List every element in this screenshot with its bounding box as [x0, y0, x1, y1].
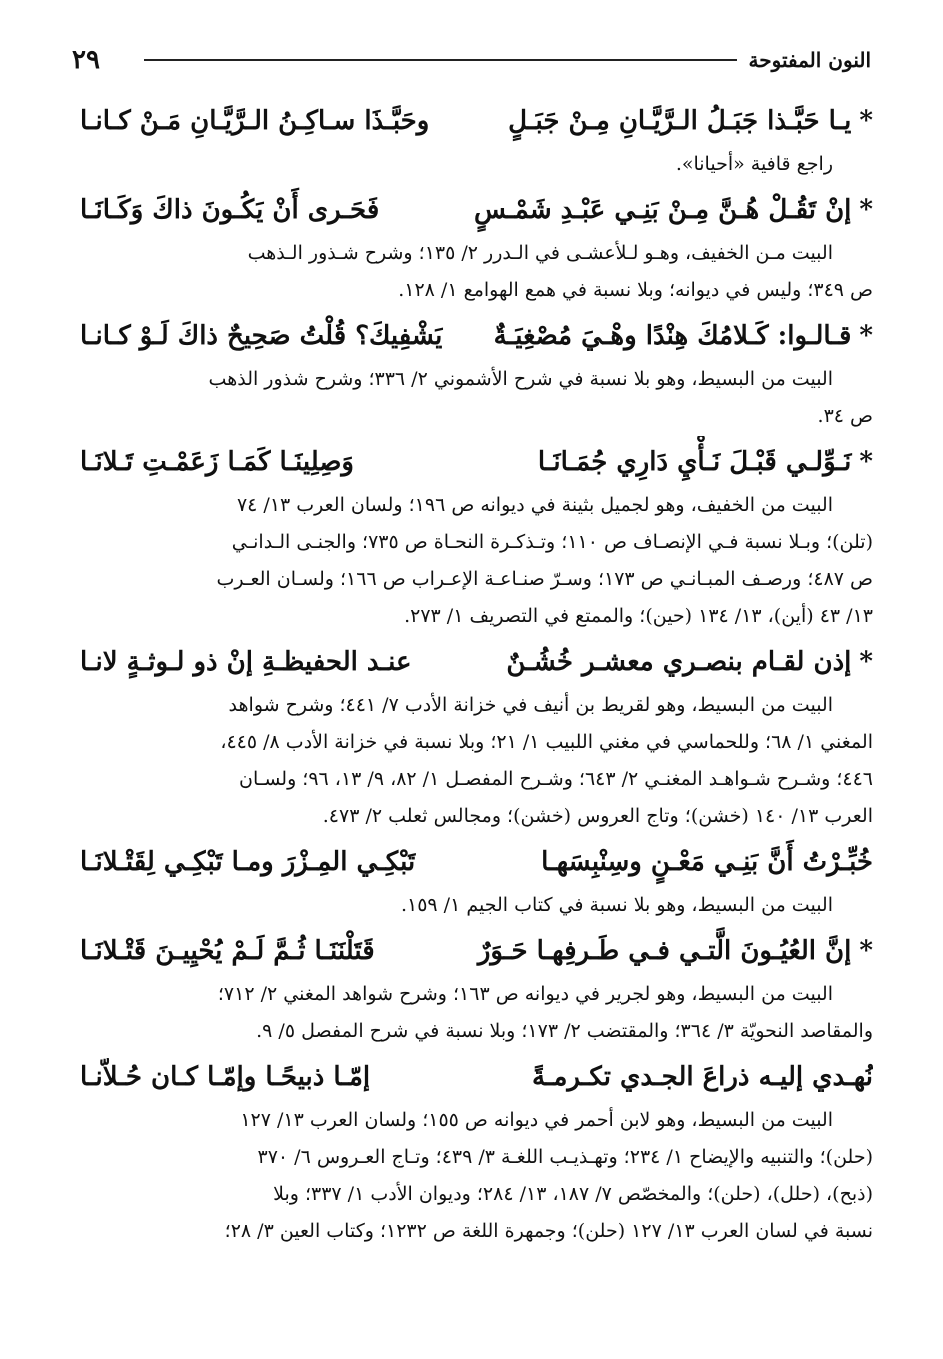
verse-note-line: ٤٤٦؛ وشـرح شـواهـد المغنـي ٢/ ٦٤٣؛ وشـرح المفصـل ١/ ٨٢، ٩/ ١٣، ٩٦؛ ولسـان: [239, 768, 873, 790]
verse-note-line: البيت من البسيط، وهو لابن أحمر في ديوانه ص ١٥٥؛ ولسان العرب ١٣/ ١٢٧: [240, 1109, 833, 1131]
verse-note-line: العرب ١٣/ ١٤٠ (خشن)؛ وتاج العروس (خشن)؛ ومجالس ثعلب ٢/ ٤٧٣.: [322, 805, 873, 827]
verse-second-hemistich: فَحَـرى أَنْ يَكُـونَ ذاكَ وَكَـانَـا: [80, 195, 380, 225]
verse-first-text: إنَّ العُيُـونَ الَّتـي فـي طَـرفِهـا حَـوَرٌ: [477, 936, 852, 966]
verse-star-marker: *: [859, 321, 873, 351]
verse-star-marker: *: [859, 647, 873, 677]
verse-second-hemistich: عنـد الحفيظـةِ إنْ ذو لـوثـةٍ لانـا: [80, 647, 412, 677]
verse-first-hemistich: [532, 1052, 873, 1102]
verse-line: [80, 310, 873, 362]
header-rule: [144, 59, 737, 61]
verse-first-hemistich: [494, 311, 873, 361]
verse-note-line: البيت من الخفيف، وهو لجميل بثينة في ديوانه ص ١٩٦؛ ولسان العرب ١٣/ ٧٤: [236, 494, 833, 516]
verse-line: [80, 436, 873, 488]
page-number: ٢٩: [72, 45, 100, 75]
verse-note-line: (حلن)؛ والتنبيه والإيضاح ١/ ٢٣٤؛ وتهـذيـب اللغـة ٣/ ٤٣٩؛ وتـاج العـروس ٦/ ٣٧٠: [257, 1146, 873, 1168]
verse-line: [80, 95, 873, 147]
verse-line: [80, 925, 873, 977]
verse-first-text: إنْ تَقُـلْ هُـنَّ مِـنْ بَنِـي عَبْـدِ شَمْـسٍ: [474, 195, 852, 225]
page-header: [72, 40, 871, 80]
verse-note-line: (ذبح)، (حلل)، (حلن)؛ والمخصّص ٧/ ١٨٧، ١٣/ ٢٨٤؛ وديوان الأدب ١/ ٣٣٧؛ وبلا: [273, 1183, 873, 1205]
verse-second-hemistich: إمّـا ذبيحًـا وإمّـا كـان حُـلاّنـا: [80, 1062, 371, 1092]
verse-first-hemistich: [538, 437, 873, 487]
verse-note-line: ص ٤٨٧؛ ورصـف المبـانـي ص ١٧٣؛ وسـرّ صنـاعـة الإعـراب ص ١٦٦؛ ولسـان العـرب: [216, 568, 873, 590]
verse-first-text: يـا حَبَّـذا جَبَـلُ الـرَّيَّـانِ مِـنْ جَبَـلٍ: [508, 106, 852, 136]
verse-first-text: إذن لقـام بنصـري معشـر خُشُـنٌ: [506, 647, 852, 677]
verse-first-hemistich: [506, 637, 873, 687]
verse-first-text: خُبِّـرْتُ أَنَّ بَنِـي مَعْـنٍ وسِنْبِسَهـا: [541, 847, 873, 877]
verse-star-marker: *: [859, 447, 873, 477]
verse-note-line: راجع قافية «أحيانا».: [675, 153, 833, 175]
verse-note-line: ص ٣٤.: [817, 405, 873, 427]
verse-second-hemistich: يَشْفِيكَ؟ قُلْتُ صَحِيحٌ ذاكَ لَـوْ كـانـا: [80, 321, 443, 351]
verse-first-hemistich: [541, 837, 873, 887]
verse-note-line: (تلن)؛ وبـلا نسبة فـي الإنصـاف ص ١١٠؛ وتـذكـرة النحـاة ص ٧٣٥؛ والجنـى الـدانـي: [231, 531, 873, 553]
verse-star-marker: *: [859, 936, 873, 966]
verse-first-hemistich: [474, 185, 873, 235]
verse-note-line: البيت من البسيط، وهو لجرير في ديوانه ص ١٦٣؛ وشرح شواهد المغني ٢/ ٧١٢؛: [217, 983, 833, 1005]
verse-note-line: ١٣/ ٤٣ (أين)، ١٣/ ١٣٤ (حين)؛ والممتع في التصريف ١/ ٢٧٣.: [404, 605, 873, 627]
running-title: النون المفتوحة: [748, 48, 871, 72]
verse-note-line: نسبة في لسان العرب ١٣/ ١٢٧ (حلن)؛ وجمهرة اللغة ص ١٢٣٢؛ وكتاب العين ٣/ ٢٨؛: [224, 1220, 873, 1242]
verse-note-line: المغني ١/ ٦٨؛ وللحماسي في مغني اللبيب ١/ ٢١؛ وبلا نسبة في خزانة الأدب ٨/ ٤٤٥،: [220, 731, 873, 753]
verse-first-hemistich: [478, 926, 873, 976]
verse-line: [80, 1051, 873, 1103]
verse-star-marker: *: [859, 195, 873, 225]
verse-second-hemistich: وَصِلِينَـا كَمَـا زَعَمْـتِ تَـلانَـا: [80, 447, 354, 477]
verse-note-line: ص ٣٤٩؛ وليس في ديوانه؛ وبلا نسبة في همع الهوامع ١/ ١٢٨.: [398, 279, 873, 301]
verse-note-line: البيت مـن الخفيف، وهـو لـلأعشـى في الـدرر ٢/ ١٣٥؛ وشرح شـذور الـذهب: [247, 242, 833, 264]
verse-line: [80, 836, 873, 888]
verse-second-hemistich: تَبْكِـي المِـزْرَ ومـا تَبْكِـي لِقَتْـلانَـا: [80, 847, 416, 877]
verse-first-hemistich: [508, 96, 873, 146]
verse-note-line: البيت من البسيط، وهو لقريط بن أنيف في خزانة الأدب ٧/ ٤٤١؛ وشرح شواهد: [228, 694, 833, 716]
verse-first-text: قـالـوا: كَـلامُكَ هِنْدًا وهْـيَ مُصْغِيَـةٌ: [493, 321, 852, 351]
verse-first-text: نَـوِّلـي قَبْـلَ نَـأْيِ دَارِي جُمَـانَـا: [537, 447, 852, 477]
verse-line: [80, 184, 873, 236]
verse-note-line: البيت من البسيط، وهو بلا نسبة في كتاب الجيم ١/ ١٥٩.: [400, 894, 833, 916]
verse-line: [80, 636, 873, 688]
verse-note-line: البيت من البسيط، وهو بلا نسبة في شرح الأشموني ٢/ ٣٣٦؛ وشرح شذور الذهب: [208, 368, 833, 390]
verse-second-hemistich: قَتَلْنَنَـا ثُـمَّ لَـمْ يُحْيِيـنَ قَتْـلانَـا: [80, 936, 375, 966]
verse-second-hemistich: وحَبَّـذَا سـاكِـنُ الـرَّيَّـانِ مَـنْ كـانـا: [80, 106, 430, 136]
verse-star-marker: *: [859, 106, 873, 136]
verse-first-text: نُهـدي إليـه ذراعَ الجـدي تكـرمـةً: [531, 1062, 873, 1092]
page-content: [80, 95, 873, 1251]
verse-note-line: والمقاصد النحويّة ٣/ ٣٦٤؛ والمقتضب ٢/ ١٧٣؛ وبلا نسبة في شرح المفصل ٥/ ٩.: [256, 1020, 873, 1042]
